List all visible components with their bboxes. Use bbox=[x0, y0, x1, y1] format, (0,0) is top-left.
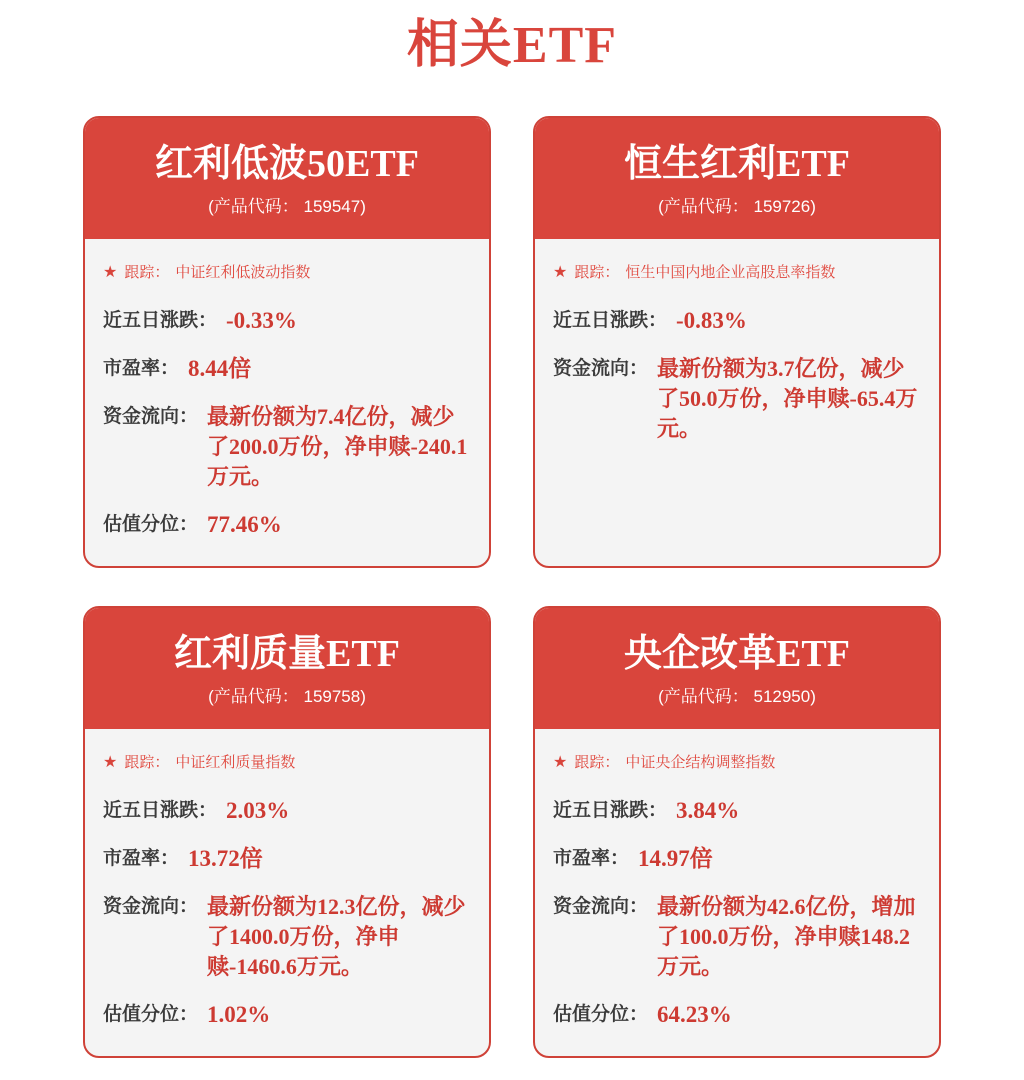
pe-ratio-row bbox=[553, 844, 923, 874]
pe-ratio-value: 13.72倍 bbox=[188, 846, 263, 871]
valuation-percentile-row bbox=[103, 1000, 473, 1030]
pe-ratio-value: 14.97倍 bbox=[638, 846, 713, 871]
valuation-percentile-label: 估值分位： bbox=[553, 1004, 649, 1025]
five-day-change-row bbox=[103, 306, 473, 336]
pe-ratio-label: 市盈率： bbox=[103, 358, 180, 379]
pe-ratio-row bbox=[103, 354, 473, 384]
etf-product-code: (产品代码： 159726) bbox=[658, 197, 816, 216]
five-day-change-row bbox=[553, 306, 923, 336]
fund-flow-label: 资金流向： bbox=[553, 896, 649, 917]
pe-ratio-row bbox=[103, 844, 473, 874]
valuation-percentile-label: 估值分位： bbox=[103, 1004, 199, 1025]
five-day-change-row bbox=[553, 796, 923, 826]
tracked-index-label: 跟踪： bbox=[574, 264, 620, 281]
etf-card-yangqi-gaige bbox=[533, 606, 941, 1058]
five-day-change-value: 2.03% bbox=[226, 798, 290, 823]
fund-flow-value: 最新份额为12.3亿份，减少了1400.0万份，净申赎-1460.6万元。 bbox=[207, 894, 466, 979]
valuation-percentile-row bbox=[103, 510, 473, 540]
tracked-index-label: 跟踪： bbox=[124, 754, 170, 771]
valuation-percentile-value: 1.02% bbox=[207, 1002, 271, 1027]
fund-flow-row bbox=[553, 892, 923, 982]
tracked-index-row bbox=[103, 263, 473, 283]
card-body bbox=[85, 239, 489, 540]
tracked-index-row bbox=[553, 263, 923, 283]
etf-card-hongli-dibo-50 bbox=[83, 116, 491, 568]
fund-flow-label: 资金流向： bbox=[103, 406, 199, 427]
tracked-index-label: 跟踪： bbox=[124, 264, 170, 281]
etf-card-hengsheng-hongli bbox=[533, 116, 941, 568]
star-icon: ★ bbox=[553, 754, 568, 771]
etf-product-code: (产品代码： 512950) bbox=[658, 687, 816, 706]
tracked-index-label: 跟踪： bbox=[574, 754, 620, 771]
pe-ratio-label: 市盈率： bbox=[553, 848, 630, 869]
etf-card-grid bbox=[0, 116, 1024, 1058]
five-day-change-row bbox=[103, 796, 473, 826]
card-body bbox=[85, 729, 489, 1030]
five-day-change-value: -0.83% bbox=[676, 308, 747, 333]
five-day-change-label: 近五日涨跌： bbox=[553, 310, 668, 331]
card-header bbox=[534, 117, 940, 239]
pe-ratio-label: 市盈率： bbox=[103, 848, 180, 869]
etf-name: 恒生红利ETF bbox=[624, 143, 850, 185]
fund-flow-value: 最新份额为42.6亿份，增加了100.0万份，净申赎148.2万元。 bbox=[657, 894, 916, 979]
fund-flow-row bbox=[103, 892, 473, 982]
pe-ratio-value: 8.44倍 bbox=[188, 356, 252, 381]
card-header bbox=[84, 607, 490, 729]
fund-flow-label: 资金流向： bbox=[553, 358, 649, 379]
fund-flow-row bbox=[553, 354, 923, 444]
fund-flow-row bbox=[103, 402, 473, 492]
etf-name: 央企改革ETF bbox=[624, 633, 850, 675]
card-body bbox=[535, 239, 939, 444]
etf-card-hongli-zhiliang bbox=[83, 606, 491, 1058]
etf-name: 红利质量ETF bbox=[174, 633, 400, 675]
card-body bbox=[535, 729, 939, 1030]
star-icon: ★ bbox=[553, 264, 568, 281]
page-title: 相关ETF bbox=[406, 17, 618, 74]
tracked-index-value: 恒生中国内地企业高股息率指数 bbox=[625, 264, 836, 281]
star-icon: ★ bbox=[103, 754, 118, 771]
five-day-change-value: 3.84% bbox=[676, 798, 740, 823]
tracked-index-value: 中证红利质量指数 bbox=[175, 754, 296, 771]
tracked-index-row bbox=[103, 753, 473, 773]
card-header bbox=[534, 607, 940, 729]
star-icon: ★ bbox=[103, 264, 118, 281]
five-day-change-label: 近五日涨跌： bbox=[553, 800, 668, 821]
etf-product-code: (产品代码： 159758) bbox=[208, 687, 366, 706]
five-day-change-value: -0.33% bbox=[226, 308, 297, 333]
valuation-percentile-row bbox=[553, 1000, 923, 1030]
etf-name: 红利低波50ETF bbox=[155, 143, 419, 185]
five-day-change-label: 近五日涨跌： bbox=[103, 800, 218, 821]
five-day-change-label: 近五日涨跌： bbox=[103, 310, 218, 331]
etf-product-code: (产品代码： 159547) bbox=[208, 197, 366, 216]
card-header bbox=[84, 117, 490, 239]
valuation-percentile-label: 估值分位： bbox=[103, 514, 199, 535]
fund-flow-label: 资金流向： bbox=[103, 896, 199, 917]
valuation-percentile-value: 64.23% bbox=[657, 1002, 732, 1027]
tracked-index-value: 中证央企结构调整指数 bbox=[625, 754, 776, 771]
fund-flow-value: 最新份额为7.4亿份，减少了200.0万份，净申赎-240.1万元。 bbox=[207, 404, 468, 489]
fund-flow-value: 最新份额为3.7亿份，减少了50.0万份，净申赎-65.4万元。 bbox=[657, 356, 918, 441]
tracked-index-value: 中证红利低波动指数 bbox=[175, 264, 311, 281]
tracked-index-row bbox=[553, 753, 923, 773]
valuation-percentile-value: 77.46% bbox=[207, 512, 282, 537]
